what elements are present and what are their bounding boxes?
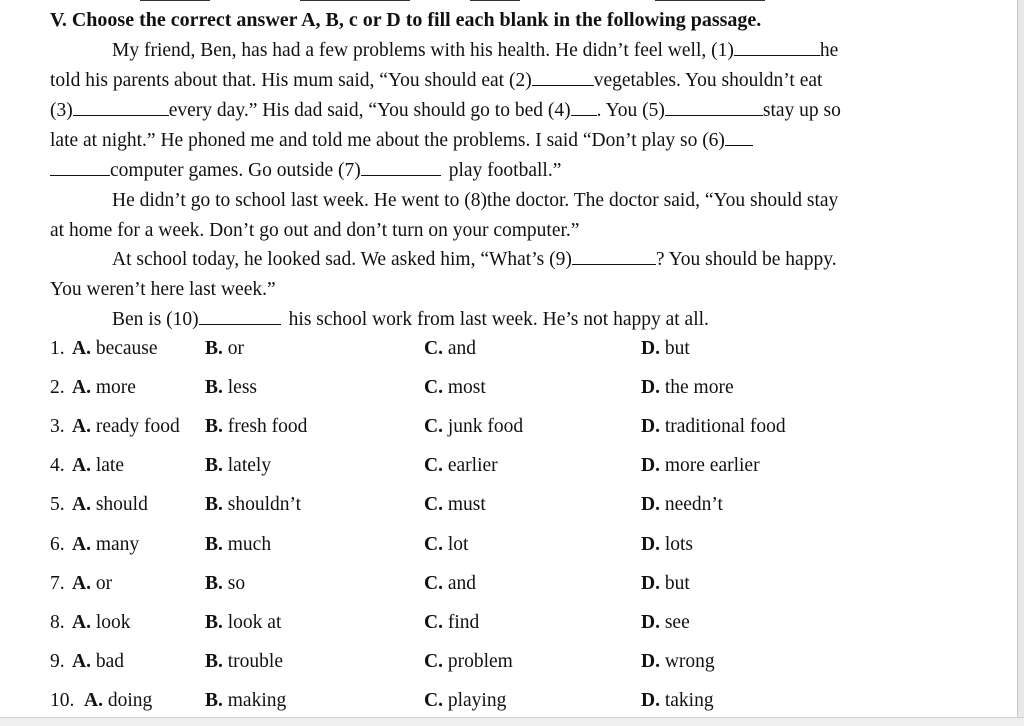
option-b[interactable]: [205, 534, 271, 556]
option-text: bad: [95, 651, 124, 672]
option-text: should: [95, 494, 148, 515]
option-d[interactable]: [641, 338, 690, 360]
option-letter: B.: [205, 377, 223, 398]
option-b[interactable]: [205, 494, 301, 516]
option-letter: B.: [205, 416, 223, 437]
blank-1: [734, 41, 820, 56]
option-letter: C.: [424, 416, 443, 437]
option-c[interactable]: [424, 534, 468, 556]
option-b[interactable]: [205, 416, 307, 438]
option-letter: C.: [424, 573, 443, 594]
option-letter: D.: [641, 690, 660, 711]
option-d[interactable]: [641, 690, 714, 712]
top-rule: [655, 0, 765, 1]
option-text: many: [95, 534, 140, 555]
option-letter: B.: [205, 573, 223, 594]
option-a[interactable]: [72, 338, 158, 360]
passage-text: he: [819, 40, 839, 61]
option-text: or: [95, 573, 113, 594]
question-number: 8.: [50, 612, 65, 633]
blank-2: [532, 71, 594, 86]
option-b[interactable]: [205, 690, 286, 712]
passage-text: At school today, he looked sad. We asked him, “What’s (9): [112, 249, 572, 270]
option-letter: D.: [641, 612, 660, 633]
passage-line: [112, 309, 709, 331]
question-number: 7.: [50, 573, 65, 594]
option-text: needn’t: [664, 494, 723, 515]
option-letter: D.: [641, 377, 660, 398]
option-text: lots: [664, 534, 694, 555]
option-letter: B.: [205, 338, 223, 359]
blank-5: [665, 101, 763, 116]
option-text: doing: [107, 690, 153, 711]
option-text: and: [447, 573, 476, 594]
option-text: taking: [664, 690, 714, 711]
option-letter: A.: [72, 494, 91, 515]
option-letter: C.: [424, 651, 443, 672]
option-letter: C.: [424, 612, 443, 633]
option-text: find: [447, 612, 480, 633]
blank-9: [572, 250, 656, 265]
option-letter: A.: [72, 612, 91, 633]
option-text: wrong: [664, 651, 715, 672]
question-number: 4.: [50, 455, 65, 476]
question-number: 6.: [50, 534, 65, 555]
page-bottom-edge: [0, 717, 1024, 726]
exercise-title: V. Choose the correct answer A, B, c or D to fill each blank in the following passage.: [50, 9, 762, 31]
option-text: fresh food: [227, 416, 308, 437]
option-letter: B.: [205, 651, 223, 672]
option-b[interactable]: [205, 455, 271, 477]
question-row: [0, 494, 1000, 522]
option-letter: C.: [424, 494, 443, 515]
option-letter: B.: [205, 690, 223, 711]
option-a[interactable]: [72, 494, 148, 516]
passage-text: at home for a week. Don’t go out and don’t turn on your computer.”: [50, 220, 580, 241]
option-d[interactable]: [641, 494, 723, 516]
option-c[interactable]: [424, 612, 479, 634]
blank-4: [571, 101, 597, 116]
option-a[interactable]: [72, 377, 136, 399]
option-text: lately: [227, 455, 272, 476]
option-letter: A.: [72, 416, 91, 437]
option-text: late: [95, 455, 124, 476]
passage-text: vegetables. You shouldn’t eat: [593, 70, 823, 91]
option-text: ready food: [95, 416, 180, 437]
option-text: trouble: [227, 651, 283, 672]
option-b[interactable]: [205, 573, 245, 595]
option-text: less: [227, 377, 258, 398]
option-text: must: [447, 494, 486, 515]
passage-text: He didn’t go to school last week. He went to (8)the doctor. The doctor said, “You should stay: [112, 190, 839, 211]
passage-text: told his parents about that. His mum said, “You should eat (2): [50, 70, 532, 91]
passage-text: every day.” His dad said, “You should go to bed (4): [168, 100, 571, 121]
option-letter: B.: [205, 455, 223, 476]
passage-text: computer games. Go outside (7): [110, 160, 361, 181]
option-d[interactable]: [641, 416, 786, 438]
passage-text: stay up so: [762, 100, 841, 121]
option-b[interactable]: [205, 612, 281, 634]
option-text: shouldn’t: [227, 494, 302, 515]
option-letter: D.: [641, 534, 660, 555]
passage-line: [112, 40, 838, 62]
option-a[interactable]: [72, 455, 124, 477]
passage-text: My friend, Ben, has had a few problems with his health. He didn’t feel well, (1): [112, 40, 734, 61]
option-text: and: [447, 338, 476, 359]
option-text: more earlier: [664, 455, 760, 476]
blank-7: [361, 161, 441, 176]
question-row: [0, 455, 1000, 483]
option-letter: D.: [641, 573, 660, 594]
blank-10: [199, 310, 281, 325]
option-text: earlier: [447, 455, 498, 476]
option-c[interactable]: [424, 690, 506, 712]
question-row: [0, 338, 1000, 366]
option-text: so: [227, 573, 246, 594]
question-number: 2.: [50, 377, 65, 398]
passage-text: late at night.” He phoned me and told me about the problems. I said “Don’t play so (6): [50, 130, 725, 151]
option-b[interactable]: [205, 651, 283, 673]
option-d[interactable]: [641, 534, 693, 556]
passage-line: [50, 279, 276, 301]
option-letter: C.: [424, 338, 443, 359]
blank-6: [725, 131, 753, 146]
option-a[interactable]: [72, 416, 180, 438]
option-letter: D.: [641, 338, 660, 359]
passage-text: (3): [50, 100, 73, 121]
option-text: making: [227, 690, 287, 711]
option-c[interactable]: [424, 573, 476, 595]
passage-text: his school work from last week. He’s not happy at all.: [288, 309, 709, 330]
option-c[interactable]: [424, 651, 513, 673]
option-letter: A.: [72, 534, 91, 555]
option-text: lot: [447, 534, 469, 555]
passage-line: [50, 70, 822, 92]
option-c[interactable]: [424, 416, 523, 438]
question-row: [0, 534, 1000, 562]
passage-text: Ben is (10): [112, 309, 199, 330]
option-b[interactable]: [205, 338, 244, 360]
option-d[interactable]: [641, 651, 715, 673]
option-text: the more: [664, 377, 734, 398]
passage-line: [112, 190, 838, 212]
option-letter: D.: [641, 494, 660, 515]
passage-text: . You (5): [596, 100, 665, 121]
option-letter: B.: [205, 494, 223, 515]
option-letter: A.: [72, 573, 91, 594]
option-text: but: [664, 338, 690, 359]
option-d[interactable]: [641, 377, 734, 399]
option-text: traditional food: [664, 416, 786, 437]
option-text: or: [227, 338, 245, 359]
top-rule: [300, 0, 410, 1]
option-letter: A.: [72, 377, 91, 398]
option-b[interactable]: [205, 377, 257, 399]
top-rule: [140, 0, 210, 1]
option-d[interactable]: [641, 455, 760, 477]
option-text: playing: [447, 690, 507, 711]
question-number: 1.: [50, 338, 65, 359]
option-a[interactable]: [72, 612, 131, 634]
option-a[interactable]: [72, 534, 139, 556]
option-letter: C.: [424, 690, 443, 711]
question-number: 9.: [50, 651, 65, 672]
option-letter: B.: [205, 612, 223, 633]
option-text: look at: [227, 612, 282, 633]
option-text: see: [664, 612, 690, 633]
question-row: [0, 690, 1000, 718]
option-d[interactable]: [641, 573, 690, 595]
passage-text: You weren’t here last week.”: [50, 279, 276, 300]
option-letter: A.: [72, 651, 91, 672]
question-row: [0, 377, 1000, 405]
option-text: more: [95, 377, 136, 398]
option-a[interactable]: [84, 690, 152, 712]
option-text: most: [447, 377, 486, 398]
option-letter: C.: [424, 534, 443, 555]
top-rule: [470, 0, 520, 1]
option-letter: C.: [424, 377, 443, 398]
option-c[interactable]: [424, 455, 498, 477]
question-number: 10.: [50, 690, 75, 711]
option-d[interactable]: [641, 612, 690, 634]
option-c[interactable]: [424, 377, 486, 399]
option-letter: B.: [205, 534, 223, 555]
passage-line: [50, 160, 561, 182]
option-text: because: [95, 338, 158, 359]
question-row: [0, 651, 1000, 679]
option-text: look: [95, 612, 131, 633]
option-c[interactable]: [424, 494, 486, 516]
question-row: [0, 612, 1000, 640]
passage-line: [50, 100, 841, 122]
option-a[interactable]: [72, 651, 124, 673]
question-number: 3.: [50, 416, 65, 437]
blank-6-continued: [50, 161, 110, 176]
option-letter: C.: [424, 455, 443, 476]
option-text: junk food: [447, 416, 524, 437]
passage-text: play football.”: [448, 160, 562, 181]
passage-line: [112, 249, 837, 271]
option-letter: D.: [641, 651, 660, 672]
option-letter: D.: [641, 416, 660, 437]
passage-line: [50, 220, 579, 242]
scroll-edge: [1017, 0, 1024, 726]
question-number: 5.: [50, 494, 65, 515]
option-c[interactable]: [424, 338, 476, 360]
passage-text: ? You should be happy.: [655, 249, 837, 270]
option-letter: A.: [72, 455, 91, 476]
option-text: problem: [447, 651, 513, 672]
option-letter: A.: [84, 690, 103, 711]
option-text: much: [227, 534, 272, 555]
option-letter: A.: [72, 338, 91, 359]
passage-line: [50, 130, 753, 152]
question-row: [0, 573, 1000, 601]
option-letter: D.: [641, 455, 660, 476]
option-text: but: [664, 573, 690, 594]
blank-3: [73, 101, 169, 116]
question-row: [0, 416, 1000, 444]
option-a[interactable]: [72, 573, 112, 595]
